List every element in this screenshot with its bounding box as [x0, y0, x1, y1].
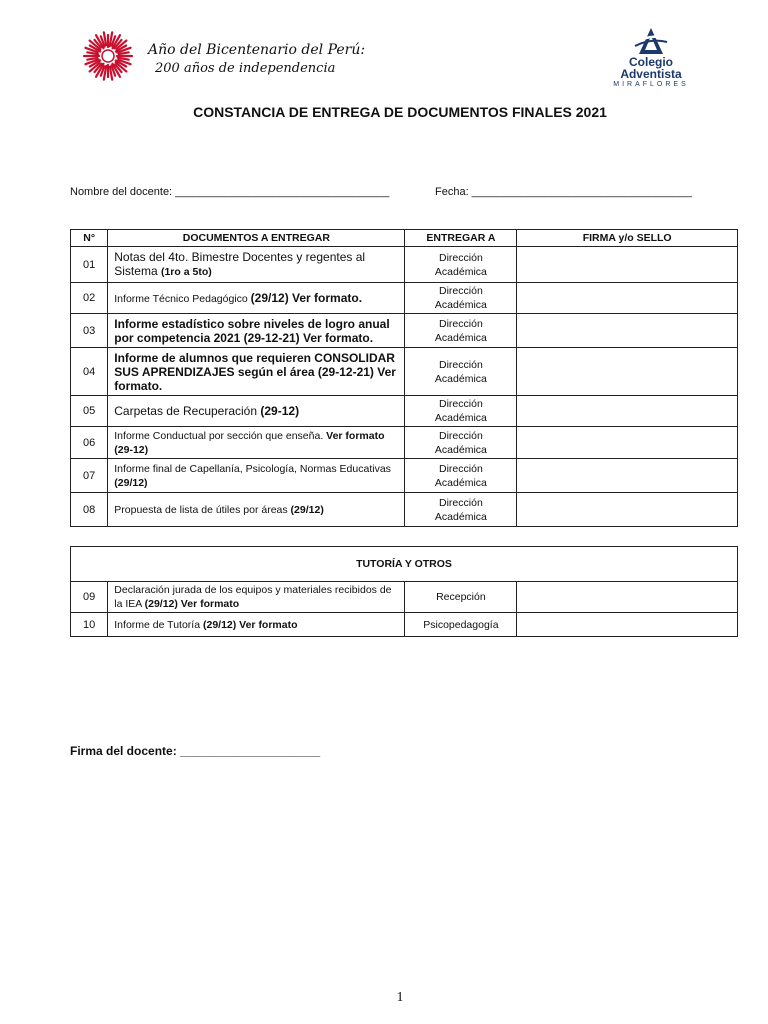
row-number: 07: [71, 459, 108, 493]
row-signature-cell: [517, 493, 738, 527]
dest-line-1: Dirección: [439, 251, 483, 264]
row-number: 09: [71, 582, 108, 613]
row-document-suffix: (29/12): [114, 476, 148, 489]
dest-line-1: Dirección: [439, 462, 483, 475]
row-signature-cell: [517, 283, 738, 314]
documents-table-header: [71, 230, 738, 247]
row-signature-cell: [517, 396, 738, 427]
row-document: [108, 613, 405, 637]
row-document: [108, 247, 405, 283]
row-signature-cell: [517, 348, 738, 396]
school-name-line-2: Adventista: [620, 67, 682, 81]
row-document: [108, 493, 405, 527]
signature-field: [70, 744, 320, 758]
row-number: 01: [71, 247, 108, 283]
row-signature-cell: [517, 582, 738, 613]
row-document-text: Informe estadístico sobre niveles de logro anual por competencia 2021 (29-12-21) Ver formato.: [114, 316, 390, 345]
row-deliver-to: [405, 459, 517, 493]
table-row: [71, 348, 738, 396]
dest-line-2: Académica: [434, 372, 487, 385]
table-row: [71, 283, 738, 314]
row-document-text: Informe de Tutoría: [114, 618, 201, 631]
row-number: 10: [71, 613, 108, 637]
tutoria-table: [70, 546, 738, 637]
row-document-suffix: (1ro a 5to): [160, 266, 212, 278]
table-row: [71, 493, 738, 527]
dest-line-1: Dirección: [439, 358, 483, 371]
row-number: 02: [71, 283, 108, 314]
row-deliver-to: [405, 493, 517, 527]
row-deliver-to: [405, 247, 517, 283]
row-document-suffix: (29/12) Ver formato: [144, 598, 240, 610]
bicentenario-emblem-icon: [80, 28, 136, 84]
table-row: [71, 582, 738, 613]
row-document: [108, 283, 405, 314]
school-name-line-3: MIRAFLORES: [613, 81, 689, 88]
row-number: 03: [71, 314, 108, 348]
bicentenario-line-1: Año del Bicentenario del Perú:: [148, 42, 366, 58]
fecha-field: [435, 186, 692, 198]
row-deliver-to: Psicopedagogía: [405, 613, 517, 637]
row-document-suffix: (29-12): [260, 404, 300, 418]
signature-blank: _____________________: [180, 744, 321, 758]
row-signature-cell: [517, 459, 738, 493]
document-title: CONSTANCIA DE ENTREGA DE DOCUMENTOS FINALES 2021: [193, 104, 607, 120]
fecha-label: Fecha:: [435, 186, 469, 198]
school-emblem-icon: [631, 26, 671, 56]
row-document-text: Informe de alumnos que requieren CONSOLIDAR SUS APRENDIZAJES según el área (29-12-21) Ver formato.: [114, 350, 396, 393]
row-deliver-to: [405, 348, 517, 396]
row-signature-cell: [517, 314, 738, 348]
row-document-text: Carpetas de Recuperación: [114, 404, 258, 418]
row-number: 05: [71, 396, 108, 427]
dest-line-2: Académica: [434, 476, 487, 489]
dest-line-2: Académica: [434, 331, 487, 344]
row-signature-cell: [517, 247, 738, 283]
row-document-text: Informe final de Capellanía, Psicología, Normas Educativas: [114, 462, 391, 475]
row-document: [108, 459, 405, 493]
row-document-suffix: (29/12): [290, 503, 324, 516]
dest-line-2: Académica: [434, 443, 487, 456]
docente-blank: ___________________________________: [175, 186, 390, 198]
table-row: [71, 314, 738, 348]
tutoria-table-header: [71, 547, 738, 582]
table-row: [71, 613, 738, 637]
row-deliver-to: [405, 314, 517, 348]
row-document-suffix: (29/12) Ver formato.: [250, 290, 363, 305]
dest-line-1: Dirección: [439, 317, 483, 330]
dest-line-2: Académica: [434, 412, 487, 424]
row-deliver-to: Recepción: [405, 582, 517, 613]
page-number: 1: [396, 990, 404, 1005]
signature-label: Firma del docente:: [70, 744, 177, 758]
table-row: [71, 247, 738, 283]
row-signature-cell: [517, 613, 738, 637]
dest-line-1: Dirección: [439, 398, 483, 410]
row-document-text: Informe Técnico Pedagógico: [114, 292, 248, 305]
dest-line-2: Académica: [434, 299, 487, 311]
docente-label: Nombre del docente:: [70, 186, 173, 198]
row-document-text: Notas del 4to. Bimestre Docentes y regentes al Sistema: [114, 250, 366, 278]
row-number: 08: [71, 493, 108, 527]
col-deliver-to-header: ENTREGAR A: [405, 230, 517, 247]
dest-line-1: Dirección: [439, 429, 483, 442]
row-document: [108, 427, 405, 459]
row-document-text: Propuesta de lista de útiles por áreas: [114, 503, 288, 516]
row-document: [108, 348, 405, 396]
row-document-text: Informe Conductual por sección que enseña.: [114, 429, 324, 442]
dest-line-2: Académica: [434, 265, 487, 278]
row-deliver-to: [405, 396, 517, 427]
documents-table: [70, 229, 738, 527]
dest-line-2: Académica: [434, 510, 487, 523]
table-row: [71, 396, 738, 427]
row-number: 06: [71, 427, 108, 459]
row-document-text: Declaración jurada de los equipos y materiales recibidos de la IEA: [114, 584, 392, 610]
row-document: [108, 582, 405, 613]
dest-line-1: Dirección: [439, 285, 483, 297]
fecha-blank: ____________________________________: [471, 186, 692, 198]
row-document: [108, 396, 405, 427]
dest-line-1: Dirección: [439, 496, 483, 509]
school-name-line-1: Colegio: [629, 55, 673, 69]
row-deliver-to: [405, 427, 517, 459]
col-signature-header: FIRMA y/o SELLO: [517, 230, 738, 247]
row-signature-cell: [517, 427, 738, 459]
row-deliver-to: [405, 283, 517, 314]
row-document-suffix: (29/12) Ver formato: [202, 618, 298, 631]
table-row: [71, 427, 738, 459]
col-num-header: N°: [71, 230, 108, 247]
tutoria-heading: TUTORÍA Y OTROS: [71, 547, 738, 582]
col-documents-header: DOCUMENTOS A ENTREGAR: [108, 230, 405, 247]
docente-field: [70, 186, 389, 198]
bicentenario-line-2: 200 años de independencia: [155, 61, 336, 76]
row-number: 04: [71, 348, 108, 396]
school-logo: [608, 26, 694, 86]
table-row: [71, 459, 738, 493]
row-document-suffix: Ver formato (29-12): [114, 429, 385, 456]
row-document: [108, 314, 405, 348]
